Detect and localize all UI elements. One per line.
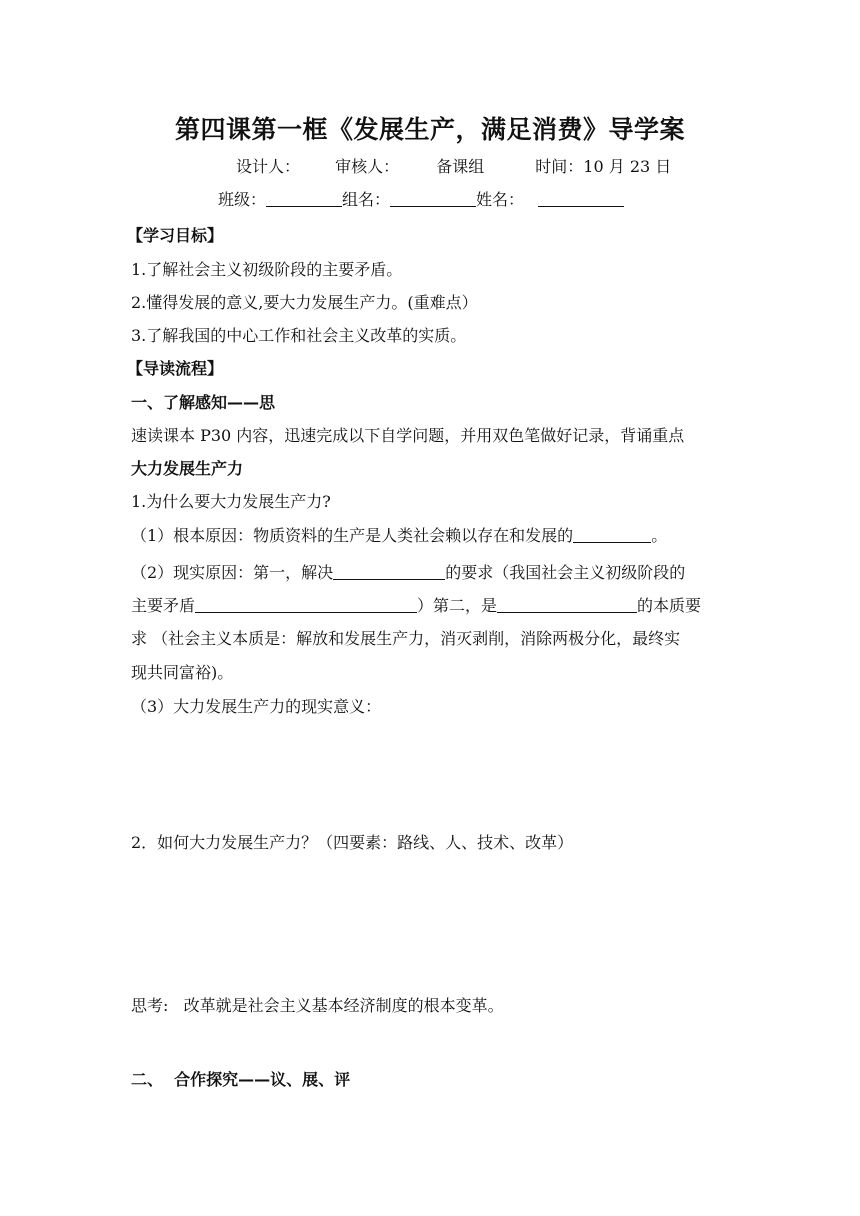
fill-blank[interactable] (573, 526, 651, 543)
question-1-2-line1 (131, 562, 685, 584)
goal-item: 3.了解我国的中心工作和社会主义改革的实质。 (131, 326, 467, 345)
question-1-2-text: 主要矛盾 (131, 596, 196, 615)
topic-heading: 大力发展生产力 (131, 459, 244, 478)
question-2: 2．如何大力发展生产力？（四要素：路线、人、技术、改革） (131, 833, 574, 852)
question-1-1-text: （1）根本原因：物质资料的生产是人类社会赖以存在和发展的 (131, 526, 574, 545)
student-info-line (218, 189, 624, 211)
question-1: 1.为什么要大力发展生产力? (131, 492, 331, 511)
question-1-2-line2 (131, 595, 701, 617)
author-meta (236, 156, 671, 178)
question-1-2-text: 的本质要 (637, 596, 702, 615)
date-label: 时间：10 月 23 日 (535, 157, 672, 176)
goal-item: 1.了解社会主义初级阶段的主要矛盾。 (131, 260, 403, 279)
reviewer-label: 审核人： (335, 157, 400, 176)
prep-group-label: 备课组 (436, 157, 485, 176)
think-text: 思考: 改革就是社会主义基本经济制度的根本变革。 (131, 996, 504, 1015)
student-name-blank[interactable] (538, 190, 624, 207)
fill-blank[interactable] (497, 596, 637, 613)
question-1-2-text: ）第二，是 (417, 596, 498, 615)
class-blank[interactable] (266, 190, 342, 207)
question-1-2-line3: 求 （社会主义本质是：解放和发展生产力，消灭剥削，消除两极分化，最终实 (131, 629, 681, 648)
question-1-3: （3）大力发展生产力的现实意义： (131, 697, 382, 716)
student-name-label: 姓名： (476, 190, 525, 209)
goal-item: 2.懂得发展的意义,要大力发展生产力。(重难点） (131, 293, 478, 312)
period: 。 (651, 526, 668, 545)
goals-heading: 【学习目标】 (127, 226, 224, 245)
group-name-blank[interactable] (390, 190, 476, 207)
designer-label: 设计人： (236, 157, 301, 176)
group-name-label: 组名： (342, 190, 391, 209)
instruction-text: 速读课本 P30 内容，迅速完成以下自学问题，并用双色笔做好记录，背诵重点 (131, 426, 685, 445)
part2-title: 二、 合作探究——议、展、评 (131, 1070, 351, 1089)
fill-blank[interactable] (195, 596, 417, 613)
question-1-1 (131, 525, 667, 547)
flow-heading: 【导读流程】 (127, 359, 224, 378)
part1-title: 一、了解感知——思 (131, 393, 276, 412)
fill-blank[interactable] (333, 563, 445, 580)
class-label: 班级： (218, 190, 267, 209)
question-1-2-line4: 现共同富裕)。 (131, 663, 234, 682)
question-1-2-text: 的要求（我国社会主义初级阶段的 (445, 563, 686, 582)
page-title: 第四课第一框《发展生产，满足消费》导学案 (174, 115, 685, 144)
question-1-2-text: （2）现实原因：第一，解决 (131, 563, 334, 582)
